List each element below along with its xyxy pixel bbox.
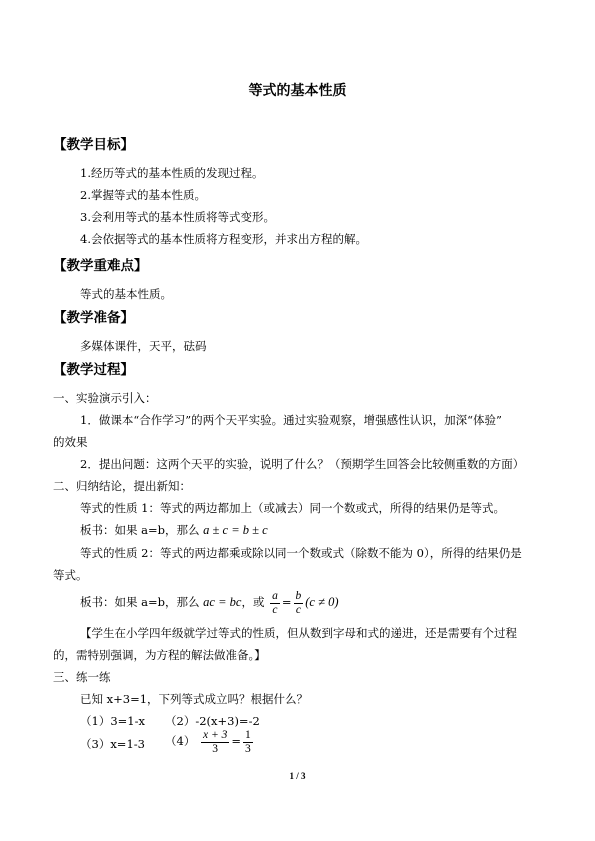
objective-item: 1.经历等式的基本性质的发现过程。 (80, 166, 264, 180)
objective-item: 4.会依据等式的基本性质将方程变形，并求出方程的解。 (80, 232, 367, 246)
board-note-1-formula: a ± c = b ± c (203, 523, 268, 537)
page-number: 1 / 3 (289, 771, 306, 781)
exercise-intro: 已知 x+3=1，下列等式成立吗？根据什么？ (80, 692, 309, 706)
process-paragraph: 的效果 (53, 435, 88, 449)
board-note-2-formula: ac = bc (203, 595, 242, 609)
objective-item: 3.会利用等式的基本性质将等式变形。 (80, 210, 275, 224)
fraction-1-over-3: $\frac{1}{3}$ (245, 728, 251, 755)
fraction-x-plus-3-over-3: $\frac{x + 3}{3}$ (202, 728, 228, 755)
page-title: 等式的基本性质 (248, 83, 347, 99)
property-2-text: 等式的性质 2：等式的两边都乘或除以同一个数或式（除数不能为 0），所得的结果仍是 (80, 546, 522, 560)
exercise-item-4 (165, 727, 255, 756)
process-heading: 【教学过程】 (53, 362, 134, 378)
process-paragraph: 2．提出问题：这两个天平的实验，说明了什么？（预期学生回答会比较侧重数的方面） (80, 457, 525, 471)
fraction-a-over-c: $\frac{a}{c}$ (272, 589, 278, 616)
equals-sign: = (231, 734, 241, 748)
exercise-item: （1）3=1-x (80, 714, 145, 728)
fraction-b-over-c: $\frac{b}{c}$ (295, 589, 302, 616)
board-note-1-prefix: 板书：如果 a=b，那么 (80, 523, 200, 537)
property-1-text: 等式的性质 1：等式的两边都加上（或减去）同一个数或式，所得的结果仍是等式。 (80, 501, 505, 515)
exercise-4-label: （4） (165, 734, 196, 748)
exercise-item: （2）-2(x+3)=-2 (165, 714, 260, 728)
teacher-note: 的，需特别强调，为方程的解法做准备。】 (53, 648, 266, 662)
process-step-label: 一、实验演示引入： (53, 391, 157, 405)
prep-text: 多媒体课件，天平，砝码 (80, 339, 207, 353)
board-note-2 (80, 588, 338, 617)
equals-sign: = (281, 595, 292, 609)
objectives-heading: 【教学目标】 (53, 137, 134, 153)
process-step-label: 二、归纳结论，提出新知： (53, 479, 191, 493)
teacher-note: 【学生在小学四年级就学过等式的性质，但从数到字母和式的递进，还是需要有个过程 (80, 626, 517, 640)
key-points-text: 等式的基本性质。 (80, 287, 172, 301)
process-step-label: 三、练一练 (53, 670, 111, 684)
key-points-heading: 【教学重难点】 (53, 258, 148, 274)
board-note-1 (80, 523, 268, 537)
prep-heading: 【教学准备】 (53, 310, 134, 326)
property-2-text: 等式。 (53, 568, 88, 582)
board-note-2-prefix: 板书：如果 a=b，那么 (80, 595, 200, 609)
exercise-item: （3）x=1-3 (80, 737, 145, 751)
condition-c-nonzero: (c ≠ 0) (305, 595, 339, 609)
board-note-2-or: ，或 (241, 595, 265, 609)
objective-item: 2.掌握等式的基本性质。 (80, 188, 206, 202)
process-paragraph: 1．做课本“合作学习”的两个天平实验。通过实验观察，增强感性认识，加深“体验” (80, 413, 502, 427)
